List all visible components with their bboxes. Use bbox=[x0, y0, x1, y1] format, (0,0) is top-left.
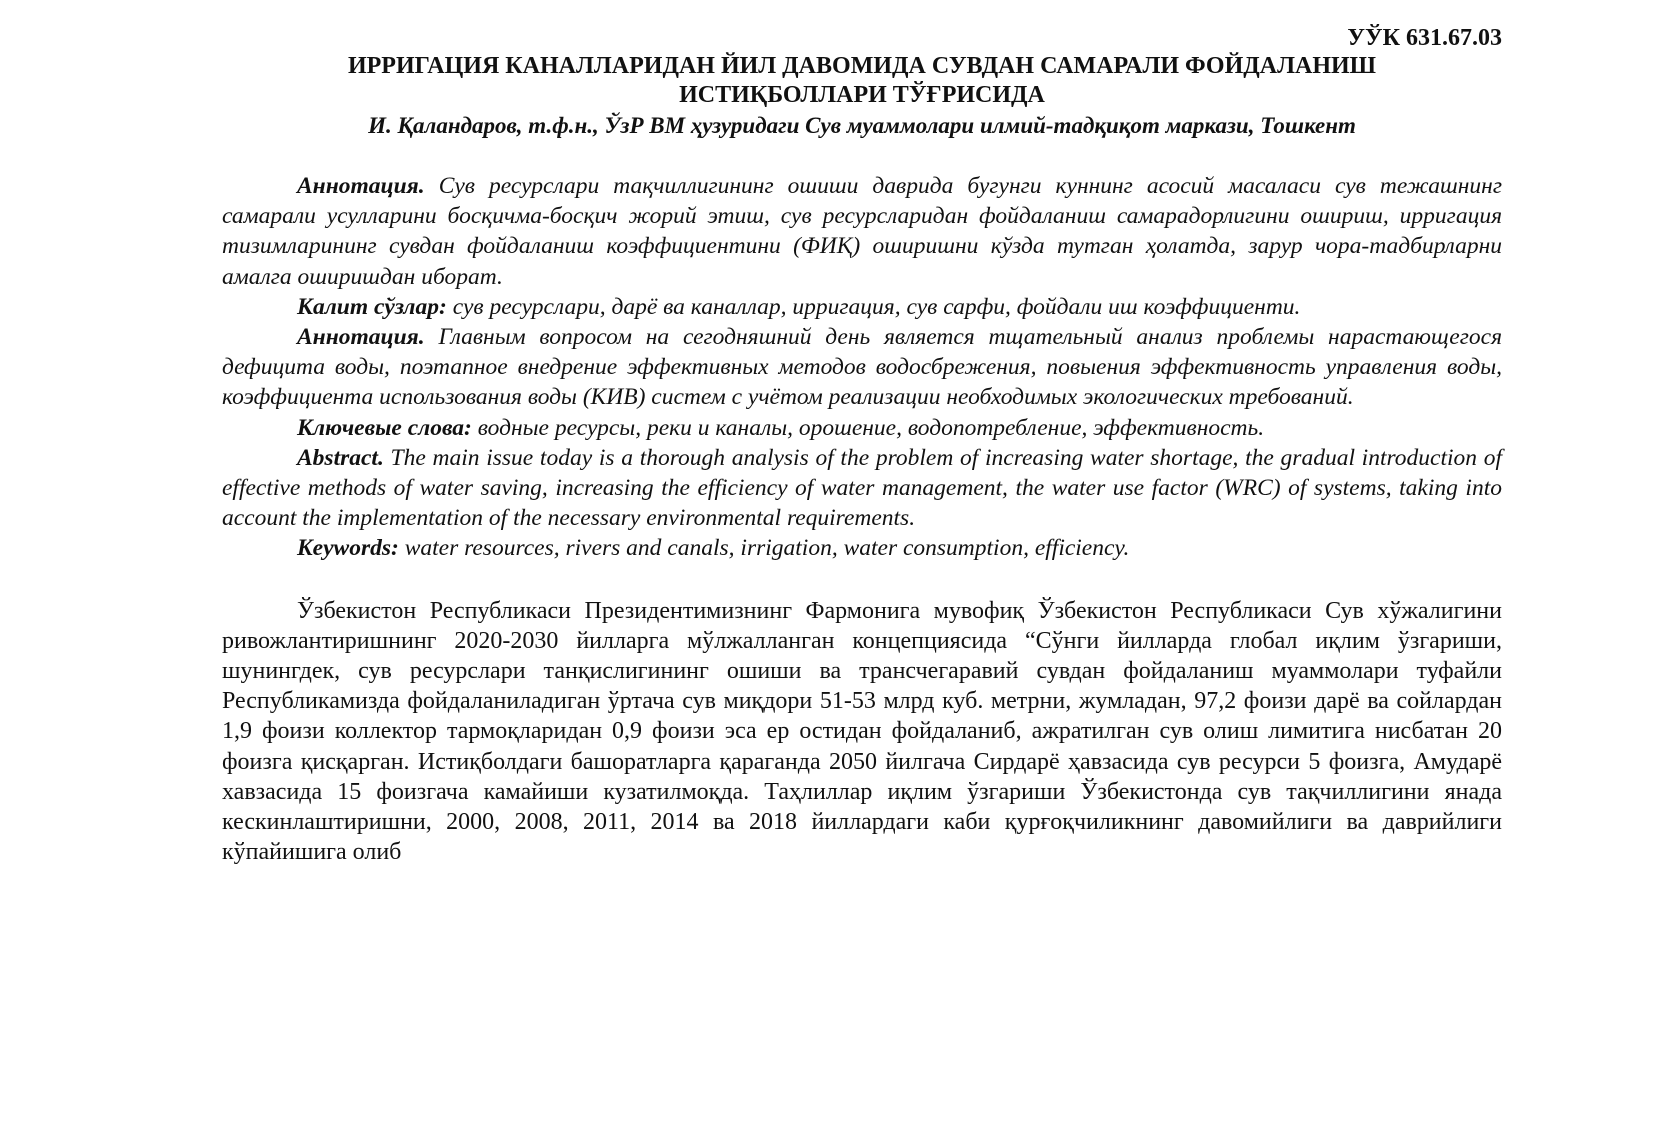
body-section bbox=[222, 596, 1502, 868]
keywords-uzbek bbox=[222, 292, 1502, 322]
annotation-russian bbox=[222, 322, 1502, 413]
keywords-russian-text: водные ресурсы, реки и каналы, орошение, водопотребление, эффективность. bbox=[471, 414, 1265, 441]
keywords-english-label: Keywords: bbox=[297, 535, 399, 562]
paper-title bbox=[222, 52, 1502, 110]
abstract-english-label: Abstract. bbox=[297, 444, 384, 471]
annotation-uzbek-label: Аннотация. bbox=[297, 173, 425, 199]
keywords-uzbek-text: сув ресурслари, дарё ва каналлар, ирригация, сув сарфи, фойдали иш коэффициенти. bbox=[446, 293, 1301, 320]
udc-code: УЎК 631.67.03 bbox=[1347, 25, 1502, 51]
keywords-russian bbox=[222, 413, 1502, 443]
body-paragraph: Ўзбекистон Республикаси Президентимизнинг Фармонига мувофиқ Ўзбекистон Республикаси Сув хўжалигини ривожлантиришнинг 2020-2030 йилларга мўлжалланган концепциясида “Сўнги йилларда глобал иқлим ўзгариши, шунингдек, сув ресурслари танқислигининг ошиши ва трансчегаравий сувдан фойдаланиш муаммолари туфайли Республикамизда фойдаланиладиган ўртача сув миқдори 51-53 млрд куб. метрни, жумладан, 97,2 фоизи дарё ва сойлардан 1,9 фоизи коллектор тармоқларидан 0,9 фоизи эса ер остидан фойдаланиб, ажратилган сув олиш лимитига нисбатан 20 фоизга қисқарган. Истиқболдаги башоратларга қараганда 2050 йилгача Сирдарё ҳавзасида сув ресурси 5 фоизга, Амударё хавзасида 15 фоизгача камайиши кузатилмоқда. Таҳлиллар иқлим ўзгариши Ўзбекистонда сув тақчиллигини янада кескинлаштиришни, 2000, 2008, 2011, 2014 ва 2018 йиллардаги каби қурғоқчиликнинг давомийлиги ва даврийлиги кўпайишига олиб bbox=[222, 597, 1502, 866]
abstract-english bbox=[222, 443, 1502, 534]
keywords-russian-label: Ключевые слова: bbox=[297, 414, 472, 441]
paper-title-line-2: ИСТИҚБОЛЛАРИ ТЎҒРИСИДА bbox=[679, 82, 1045, 108]
annotation-russian-label: Аннотация. bbox=[297, 324, 425, 351]
keywords-english bbox=[222, 533, 1502, 563]
annotation-uzbek bbox=[222, 171, 1502, 292]
paper-title-line-1: ИРРИГАЦИЯ КАНАЛЛАРИДАН ЙИЛ ДАВОМИДА СУВДАН САМАРАЛИ ФОЙДАЛАНИШ bbox=[347, 53, 1377, 79]
paper-page bbox=[222, 24, 1502, 867]
abstracts-section bbox=[222, 171, 1502, 564]
author-affiliation: И. Қаландаров, т.ф.н., ЎзР ВМ ҳузуридаги Сув муаммолари илмий-тадқиқот маркази, Тошкент bbox=[368, 113, 1356, 138]
keywords-uzbek-label: Калит сўзлар: bbox=[297, 293, 447, 320]
keywords-english-text: water resources, rivers and canals, irrigation, water consumption, efficiency. bbox=[398, 535, 1130, 562]
annotation-uzbek-text: Сув ресурслари тақчиллигининг ошиши даврида бугунги куннинг асосий масаласи сув тежашнинг самарали усулларини босқичма-босқич жорий этиш, сув ресурсларидан фойдаланиш самарадорлигини ошириш, ирригация тизимларининг сувдан фойдаланиш коэффициентини (ФИҚ) оширишни кўзда тутган ҳолатда, зарур чора-тадбирларни амалга оширишдан иборат. bbox=[222, 173, 1502, 290]
abstract-english-text: The main issue today is a thorough analysis of the problem of increasing water shortage, the gradual introduction of effective methods of water saving, increasing the efficiency of water management, the water use factor (WRC) of systems, taking into account the implementation of the necessary environmental requirements. bbox=[222, 444, 1502, 532]
annotation-russian-text: Главным вопросом на сегодняшний день является тщательный анализ проблемы нарастающегося дефицита воды, поэтапное внедрение эффективных методов водосбрежения, повыения эффективность управления воды, коэффициента использования воды (КИВ) систем с учётом реализации необходимых экологических требований. bbox=[222, 324, 1502, 411]
